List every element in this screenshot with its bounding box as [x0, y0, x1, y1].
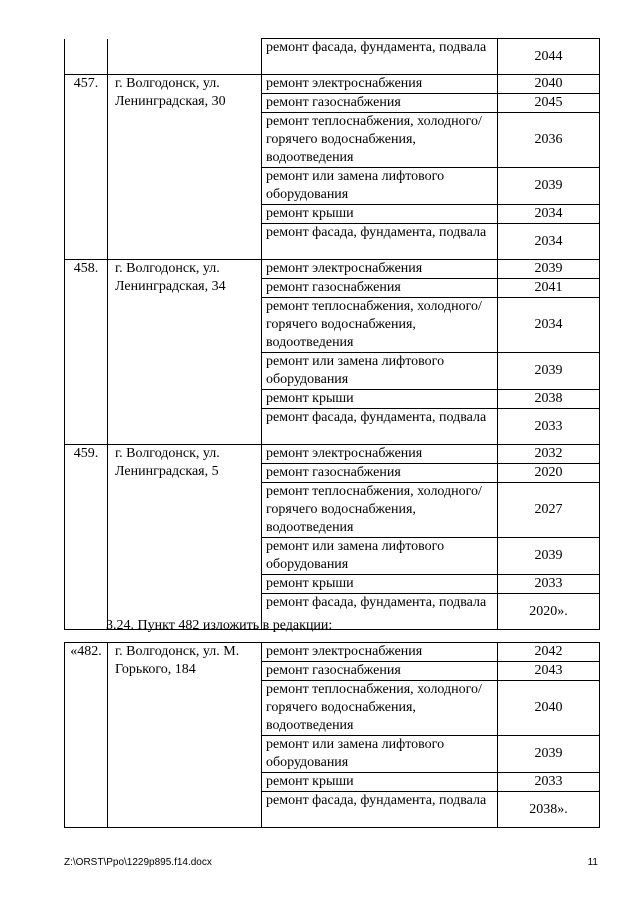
address-cell: г. Волгодонск, ул. Ленинградская, 5	[108, 445, 262, 630]
work-type-cell: ремонт электроснабжения	[262, 445, 498, 464]
year-cell: 2039	[498, 538, 600, 575]
work-type-cell: ремонт или замена лифтового оборудования	[262, 353, 498, 390]
amendment-paragraph: 3.24. Пункт 482 изложить в редакции:	[106, 618, 333, 633]
empty-address-cell	[108, 39, 262, 75]
work-type-cell: ремонт фасада, фундамента, подвала	[262, 224, 498, 260]
year-cell: 2020».	[498, 594, 600, 630]
year-cell: 2039	[498, 353, 600, 390]
year-cell: 2043	[498, 662, 600, 681]
work-type-cell: ремонт газоснабжения	[262, 662, 498, 681]
year-cell: 2038	[498, 390, 600, 409]
item-number-cell: 459.	[65, 445, 108, 630]
work-type-cell: ремонт фасада, фундамента, подвала	[262, 792, 498, 828]
year-cell: 2034	[498, 298, 600, 353]
year-cell: 2042	[498, 643, 600, 662]
address-cell: г. Волгодонск, ул. Ленинградская, 30	[108, 75, 262, 260]
item-number-cell: 457.	[65, 75, 108, 260]
empty-num-cell	[65, 39, 108, 75]
year-cell: 2038».	[498, 792, 600, 828]
year-cell: 2039	[498, 168, 600, 205]
work-type-cell: ремонт фасада, фундамента, подвала	[262, 39, 498, 75]
work-type-cell: ремонт теплоснабжения, холодного/горячего водоснабжения, водоотведения	[262, 483, 498, 538]
work-type-cell: ремонт электроснабжения	[262, 643, 498, 662]
work-type-cell: ремонт газоснабжения	[262, 94, 498, 113]
item-number-cell: 458.	[65, 260, 108, 445]
work-type-cell: ремонт или замена лифтового оборудования	[262, 736, 498, 773]
work-type-cell: ремонт или замена лифтового оборудования	[262, 538, 498, 575]
table-row	[65, 260, 600, 279]
work-type-cell: ремонт крыши	[262, 773, 498, 792]
table-row	[65, 75, 600, 94]
year-cell: 2027	[498, 483, 600, 538]
year-cell: 2033	[498, 409, 600, 445]
work-type-cell: ремонт электроснабжения	[262, 75, 498, 94]
work-type-cell: ремонт газоснабжения	[262, 464, 498, 483]
work-type-cell: ремонт или замена лифтового оборудования	[262, 168, 498, 205]
address-cell: г. Волгодонск, ул. М. Горького, 184	[108, 643, 262, 828]
year-cell: 2033	[498, 773, 600, 792]
table-row	[65, 39, 600, 75]
item-number-cell: «482.	[65, 643, 108, 828]
footer-file-path: Z:\ORST\Ppo\1229p895.f14.docx	[64, 857, 212, 868]
year-cell: 2039	[498, 736, 600, 773]
work-type-cell: ремонт фасада, фундамента, подвала	[262, 594, 498, 630]
amended-item-table	[64, 642, 600, 828]
work-type-cell: ремонт фасада, фундамента, подвала	[262, 409, 498, 445]
address-cell: г. Волгодонск, ул. Ленинградская, 34	[108, 260, 262, 445]
year-cell: 2020	[498, 464, 600, 483]
repair-schedule-table	[64, 38, 600, 630]
year-cell: 2045	[498, 94, 600, 113]
year-cell: 2036	[498, 113, 600, 168]
work-type-cell: ремонт теплоснабжения, холодного/горячего водоснабжения, водоотведения	[262, 681, 498, 736]
year-cell: 2034	[498, 205, 600, 224]
work-type-cell: ремонт теплоснабжения, холодного/горячего водоснабжения, водоотведения	[262, 298, 498, 353]
work-type-cell: ремонт крыши	[262, 575, 498, 594]
work-type-cell: ремонт крыши	[262, 205, 498, 224]
year-cell: 2032	[498, 445, 600, 464]
table-row	[65, 445, 600, 464]
year-cell: 2041	[498, 279, 600, 298]
work-type-cell: ремонт газоснабжения	[262, 279, 498, 298]
year-cell: 2039	[498, 260, 600, 279]
work-type-cell: ремонт электроснабжения	[262, 260, 498, 279]
year-cell: 2033	[498, 575, 600, 594]
work-type-cell: ремонт теплоснабжения, холодного/горячего водоснабжения, водоотведения	[262, 113, 498, 168]
work-type-cell: ремонт крыши	[262, 390, 498, 409]
year-cell: 2034	[498, 224, 600, 260]
table-row	[65, 643, 600, 662]
year-cell: 2044	[498, 39, 600, 75]
year-cell: 2040	[498, 75, 600, 94]
footer-page-number: 11	[587, 857, 598, 868]
year-cell: 2040	[498, 681, 600, 736]
